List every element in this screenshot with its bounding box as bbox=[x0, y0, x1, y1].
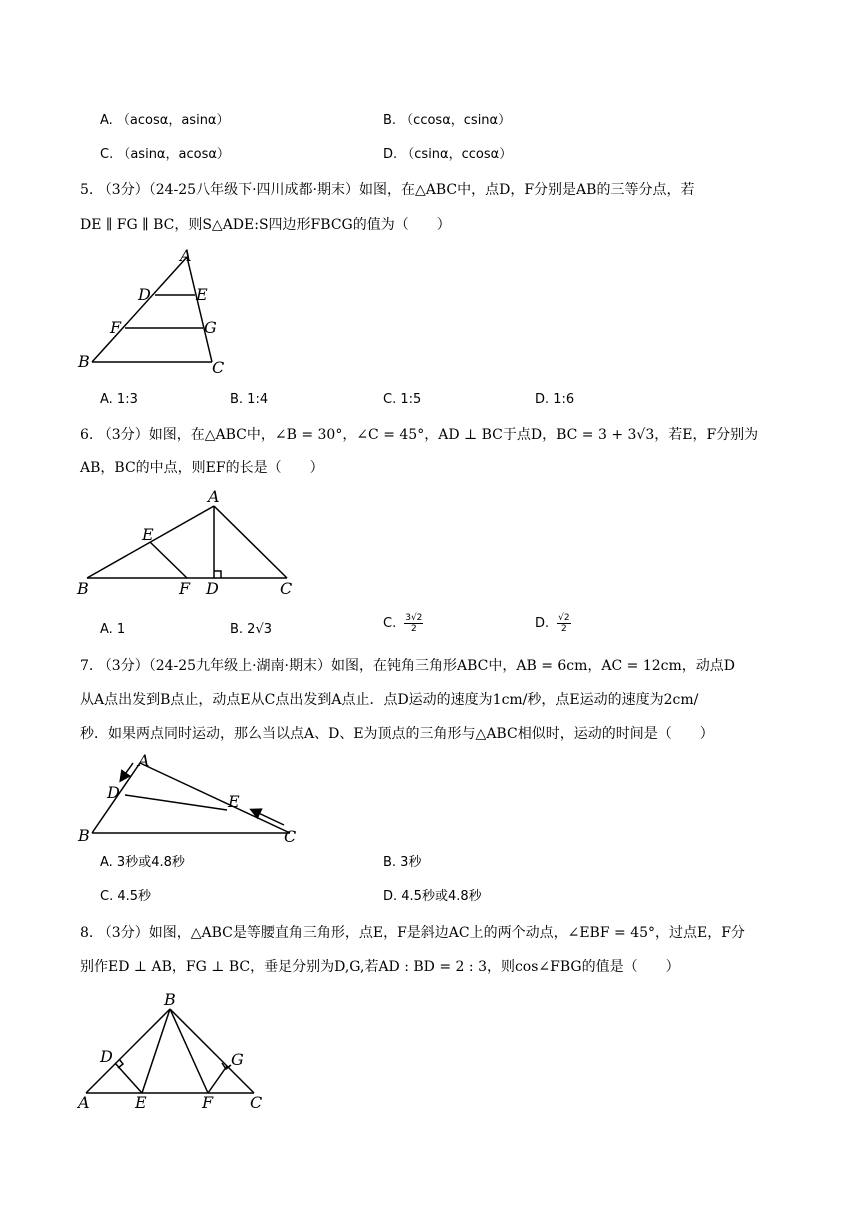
q8-label-a: A bbox=[78, 1093, 90, 1112]
q5-label-d: D bbox=[138, 285, 151, 304]
q7-option-d: D. 4.5秒或4.8秒 bbox=[383, 889, 482, 904]
q4-option-d: D. （csinα，ccosα） bbox=[383, 147, 513, 162]
q7-label-b: B bbox=[78, 826, 90, 845]
q7-text-line3: 秒．如果两点同时运动，那么当以点A、D、E为顶点的三角形与△ABC相似时，运动的时间是（ ） bbox=[80, 726, 714, 742]
q6-label-e: E bbox=[142, 525, 154, 544]
q8-triangle-figure bbox=[72, 990, 272, 1115]
q7-text-line2: 从A点出发到B点止，动点E从C点出发到A点止．点D运动的速度为1cm/秒，点E运动的速度为2cm/ bbox=[80, 692, 699, 708]
q5-option-b: B. 1:4 bbox=[230, 392, 269, 407]
q6-option-d-numerator: √2 bbox=[558, 613, 570, 623]
q5-label-c: C bbox=[212, 358, 225, 377]
q5-label-g: G bbox=[204, 318, 217, 337]
q6-option-c-prefix: C. bbox=[383, 616, 397, 631]
q7-label-a: A bbox=[138, 751, 150, 770]
q6-label-c: C bbox=[280, 579, 293, 598]
q6-option-c-denominator: 2 bbox=[410, 624, 417, 634]
q8-text-line1: 8. （3分）如图，△ABC是等腰直角三角形，点E，F是斜边AC上的两个动点，∠EBF = 45°，过点E，F分 bbox=[80, 925, 745, 941]
q6-option-d bbox=[535, 613, 571, 634]
q5-option-d: D. 1:6 bbox=[535, 392, 575, 407]
q8-label-g: G bbox=[231, 1050, 244, 1069]
q5-text-line2: DE ∥ FG ∥ BC，则S△ADE:S四边形FBCG的值为（ ） bbox=[80, 217, 451, 233]
q8-label-f: F bbox=[202, 1093, 214, 1112]
q5-option-c: C. 1:5 bbox=[383, 392, 422, 407]
q5-label-f: F bbox=[110, 318, 122, 337]
q5-label-b: B bbox=[78, 352, 90, 371]
q7-label-e: E bbox=[228, 792, 240, 811]
q8-label-e: E bbox=[135, 1093, 147, 1112]
q8-label-c: C bbox=[250, 1093, 263, 1112]
q4-option-c: C. （asinα，acosα） bbox=[100, 147, 230, 162]
q7-label-c: C bbox=[284, 827, 297, 846]
q7-text-line1: 7. （3分）（24-25九年级上·湖南·期末）如图，在钝角三角形ABC中，AB = 6cm，AC = 12cm，动点D bbox=[80, 658, 736, 674]
q5-label-a: A bbox=[180, 246, 192, 265]
q7-option-a: A. 3秒或4.8秒 bbox=[100, 855, 185, 870]
q7-option-c: C. 4.5秒 bbox=[100, 889, 152, 904]
q5-text-line1: 5. （3分）（24-25八年级下·四川成都·期末）如图，在△ABC中，点D，F分别是AB的三等分点，若 bbox=[80, 182, 695, 198]
q8-label-b: B bbox=[164, 990, 176, 1009]
q6-option-a: A. 1 bbox=[100, 622, 126, 637]
q6-option-d-prefix: D. bbox=[535, 616, 550, 631]
q8-text-line2: 别作ED ⊥ AB，FG ⊥ BC，垂足分别为D,G,若AD : BD = 2 : 3，则cos∠FBG的值是（ ） bbox=[80, 959, 680, 975]
q6-option-d-denominator: 2 bbox=[561, 624, 567, 634]
q7-triangle-figure bbox=[72, 750, 312, 850]
q8-label-d: D bbox=[100, 1047, 113, 1066]
q6-label-d: D bbox=[206, 579, 219, 598]
q5-option-a: A. 1:3 bbox=[100, 392, 138, 407]
q6-text-line2: AB，BC的中点，则EF的长是（ ） bbox=[80, 460, 324, 476]
q6-text-line1: 6. （3分）如图，在△ABC中，∠B = 30°，∠C = 45°，AD ⊥ BC于点D，BC = 3 + 3√3，若E，F分别为 bbox=[80, 427, 759, 443]
q6-option-c bbox=[383, 613, 423, 634]
q6-option-c-numerator: 3√2 bbox=[405, 613, 423, 623]
q7-option-b: B. 3秒 bbox=[383, 855, 422, 870]
q6-label-f: F bbox=[179, 579, 191, 598]
q6-option-b: B. 2√3 bbox=[230, 622, 273, 637]
q5-triangle-figure bbox=[72, 245, 242, 380]
q4-option-b: B. （ccosα，csinα） bbox=[383, 113, 512, 128]
q6-triangle-figure bbox=[72, 488, 312, 603]
q5-label-e: E bbox=[196, 285, 208, 304]
q7-label-d: D bbox=[107, 783, 120, 802]
q6-label-b: B bbox=[77, 579, 89, 598]
q6-label-a: A bbox=[208, 488, 220, 506]
q4-option-a: A. （acosα，asinα） bbox=[100, 113, 230, 128]
